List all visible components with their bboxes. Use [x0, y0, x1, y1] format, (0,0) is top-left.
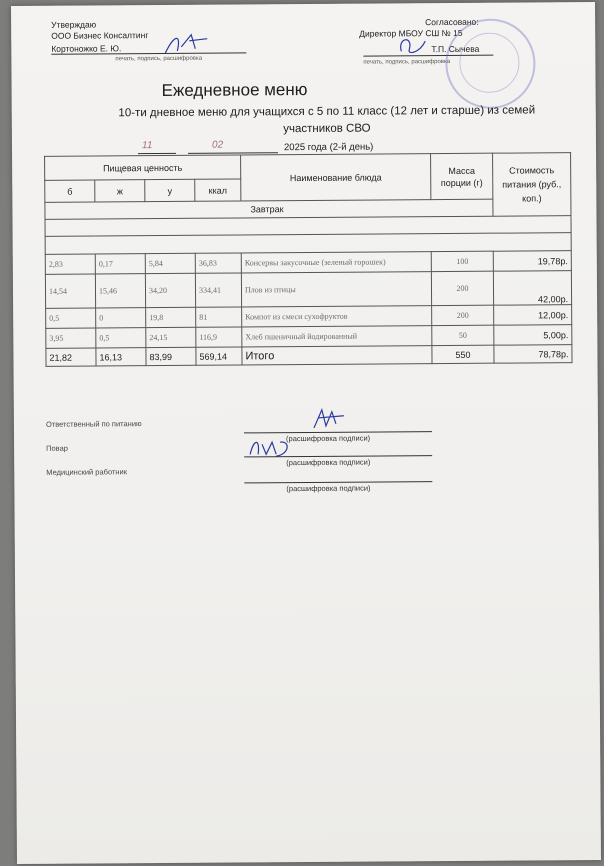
medic-decode: (расшифровка подписи): [286, 483, 371, 494]
cell-protein: 3,95: [46, 328, 96, 348]
agree-org: Директор МБОУ СШ № 15: [359, 27, 463, 39]
agree-caption: печать, подпись, расшифровка: [363, 58, 451, 66]
cook-label: Повар: [46, 443, 68, 453]
cell-mass: 50: [432, 325, 494, 345]
cell-protein: 0,5: [46, 308, 96, 328]
cell-fat: 0,17: [95, 254, 145, 274]
total-mass: 550: [432, 345, 494, 363]
cell-carbs: 19,8: [146, 307, 196, 327]
header-mass: Масса порции (г): [431, 153, 493, 199]
cell-carbs: 34,20: [145, 273, 195, 307]
total-kcal: 569,14: [196, 347, 242, 365]
header-fat: ж: [95, 180, 145, 202]
date-month: 02: [211, 139, 224, 151]
approve-person: Кортоножко Е. Ю.: [51, 43, 122, 54]
total-price: 78,78р.: [494, 345, 572, 364]
cell-fat: 0,5: [96, 328, 146, 348]
header-nutrition: Пищевая ценность: [45, 155, 241, 180]
header-dish: Наименование блюда: [241, 154, 431, 201]
cell-price: 12,00р.: [494, 305, 572, 326]
cell-price: 19,78р.: [493, 251, 571, 272]
total-carbs: 83,99: [146, 347, 196, 365]
cell-protein: 14,54: [45, 274, 95, 308]
approve-signature: [161, 29, 211, 59]
total-row: [46, 345, 572, 367]
cell-carbs: 5,84: [145, 253, 195, 273]
cell-mass: 200: [432, 305, 494, 325]
cell-fat: 0: [96, 308, 146, 328]
cell-kcal: 36,83: [195, 253, 241, 273]
total-label: Итого: [242, 346, 432, 365]
header-protein: б: [45, 180, 95, 202]
page-title: Ежедневное меню: [161, 79, 308, 100]
section-breakfast: Завтрак: [45, 199, 493, 219]
cook-signature: [246, 434, 296, 460]
agree-title: Согласовано:: [425, 16, 479, 28]
cell-kcal: 334,41: [195, 273, 241, 307]
approve-caption: печать, подпись, расшифровка: [115, 55, 203, 63]
medic-label: Медицинский работник: [46, 467, 128, 477]
cell-kcal: 116,9: [196, 327, 242, 347]
agree-person: Т.П. Сычева: [431, 43, 480, 55]
document-page: [11, 2, 601, 864]
header-kcal: ккал: [195, 179, 241, 201]
responsible-label: Ответственный по питанию: [45, 419, 142, 429]
cell-fat: 15,46: [95, 274, 145, 308]
cell-carbs: 24,15: [146, 327, 196, 347]
total-fat: 16,13: [96, 348, 146, 366]
cell-price: 42,00р.: [493, 271, 571, 306]
cell-price: 5,00р.: [494, 325, 572, 346]
header-carbs: у: [145, 179, 195, 201]
page-subtitle: 10-ти дневное меню для учащихся с 5 по 11 класс (12 лет и старше) из семей участников СВО: [118, 104, 536, 136]
approve-title: Утверждаю: [51, 19, 97, 30]
table-row: [45, 271, 571, 309]
responsible-signature: [310, 406, 350, 432]
cell-mass: 200: [431, 271, 493, 305]
date-day: 11: [141, 140, 153, 152]
total-protein: 21,82: [46, 348, 96, 366]
cell-kcal: 81: [196, 307, 242, 327]
agree-signature: [395, 31, 435, 59]
cell-protein: 2,83: [45, 254, 95, 274]
cell-dish: Плов из птицы: [241, 272, 431, 307]
responsible-decode: (расшифровка подписи): [286, 433, 371, 444]
cell-mass: 100: [431, 251, 493, 271]
header-price: Стоимость питания (руб., коп.): [493, 153, 571, 217]
approve-org: ООО Бизнес Консалтинг: [51, 30, 149, 41]
approve-signature-line: [51, 52, 246, 54]
menu-table: [44, 152, 572, 367]
cook-decode: (расшифровка подписи): [286, 457, 371, 468]
stamp-seal: [445, 18, 536, 109]
cell-dish: Компот из смеси сухофруктов: [242, 306, 432, 327]
cell-dish: Консервы закусочные (зеленый горошек): [241, 252, 431, 273]
cell-dish: Хлеб пшеничный йодированный: [242, 326, 432, 347]
date-year: 2025 года (2-й день): [283, 141, 374, 154]
